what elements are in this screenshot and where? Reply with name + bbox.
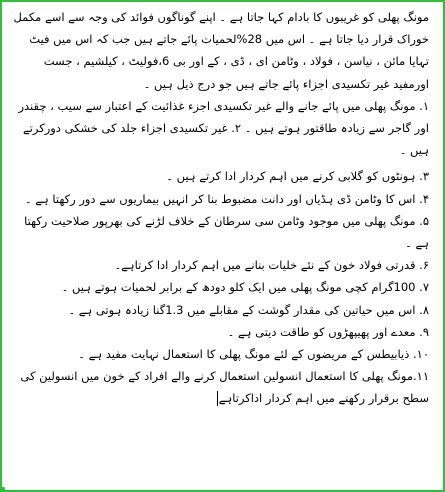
list-item: ۴. اس کا وٹامن ڈی ہڈیاں اور دانت مضبوط بنا کر انہیں بیماریوں سے دور رکھتا ہے ۔ — [24, 191, 429, 206]
text-cursor — [217, 391, 218, 406]
resize-handle[interactable] — [0, 487, 5, 492]
list-item: ۹. معدے اور پھیپھڑوں کو طاقت دیتی ہے ۔ — [227, 324, 429, 339]
list-item: ۳. ہونٹوں کو گلابی کرنے میں اہم کردار ادا کرتے ہیں ۔ — [166, 169, 429, 184]
paragraph-intro: مونگ پھلی کو غریبوں کا بادام کہا جاتا ہے ۔ اپنے گوناگوں فوائد کی وجہ سے اسے مکمل خوراک قرار دیا جاتا ہے ۔ اس میں 28%لحمیات پائے جاتے ہیں جب کہ اس میں فیٹ تہایا مائن ، نیاسن ، فولاد ، وٹامن ای ، ڈی ، کے اور بی 6،فولیٹ ، کیلشیم ، جست اورمفید غیر تکسیدی اجزاء پائے جاتے ہیں جو درج ذیل ہیں ۔ — [13, 10, 429, 91]
list-item: ۸. اس میں حیاتین کی مقدار گوشت کے مقابلے میں 1.3گنا زیادہ ہوتی ہے ۔ — [68, 302, 429, 317]
list-item: ۶. قدرتی فولاد خون کے نئے خلیات بنانے میں اہم کردار ادا کرتاہے۔ — [114, 258, 429, 273]
editor-content[interactable] — [8, 6, 429, 410]
list-item: ۱۰. ذیابیطس کے مریضوں کے لئے مونگ پھلی کا استعمال نہایت مفید ہے ۔ — [78, 347, 429, 362]
list-item: ۵. مونگ پھلی میں موجود وٹامن سی سرطان کے خلاف لڑنے کی بھرپور صلاحیت رکھتا ہے ۔ — [24, 213, 429, 251]
list-item: ۷. 100گرام کچی مونگ پھلی میں ایک کلو دودھ کے برابر لحمیات ہوتے ہیں ۔ — [61, 280, 429, 295]
list-item: ۱. مونگ پھلی میں پائے جانے والے غیر تکسیدی اجزء غذائیت کے اعتبار سے سیب ، چقندر اور گاجر سے زیادہ طاقتور ہوتے ہیں ۔ ۲. غیر تکسیدی اجزاء جلد کی خشکی دورکرتے ہیں ۔ — [18, 98, 429, 158]
last-item-text: ۱۱.مونگ پھلی کا استعمال انسولین استعمال کرنے والے افراد کے خون میں انسولین کی سطح برقرار رکھنے میں اہم کردار اداکرتاہے — [20, 369, 429, 406]
list-item-last — [8, 365, 429, 409]
